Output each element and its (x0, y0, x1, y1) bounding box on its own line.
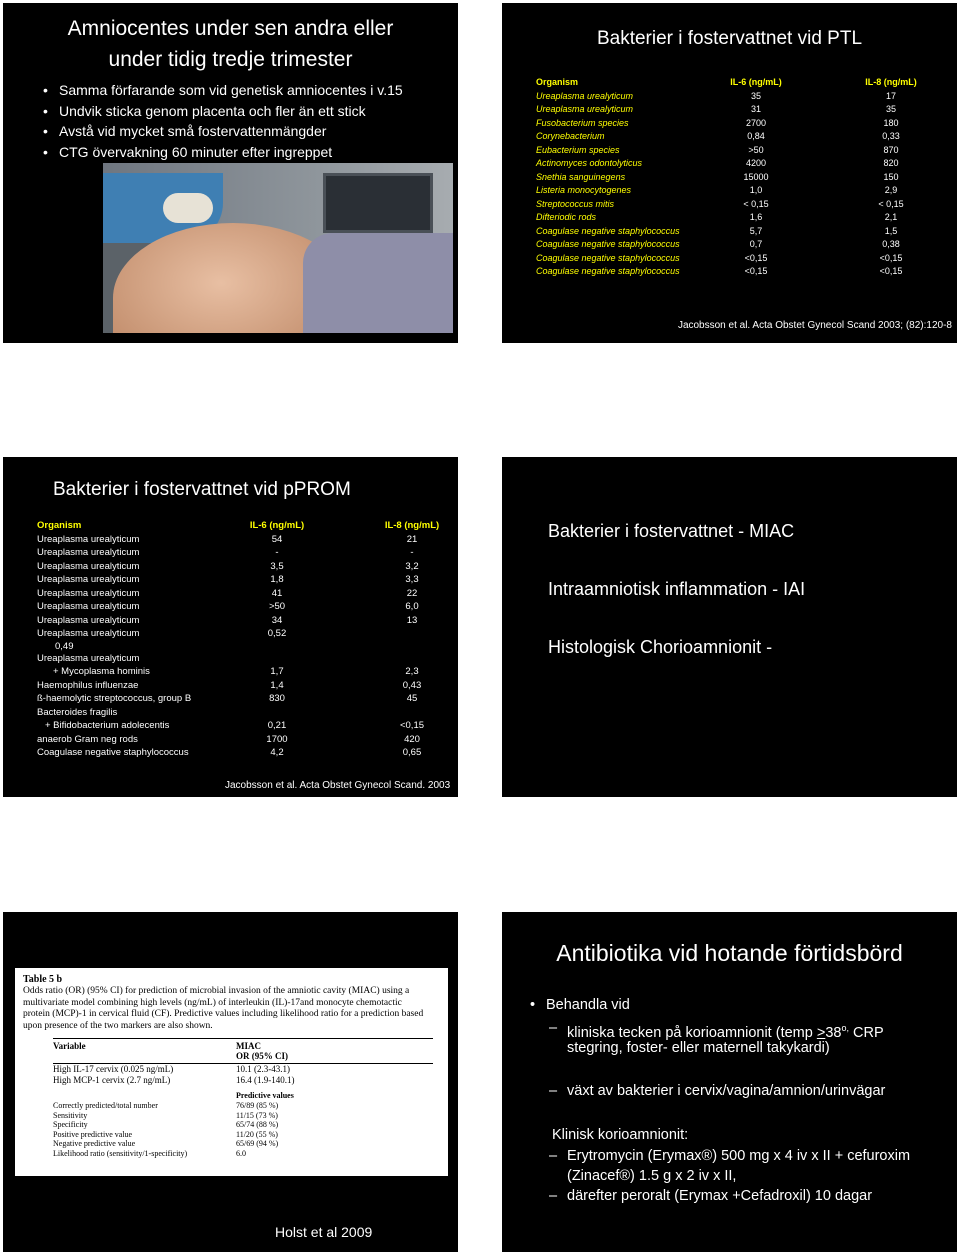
treatment-item: – därefter peroralt (Erymax +Cefadroxil) 10 dagar (567, 1186, 872, 1206)
organism-cell: anaerob Gram neg rods (37, 733, 138, 745)
organism-cell: Difteriodic rods (536, 212, 597, 222)
organism-cell: Eubacterium species (536, 144, 620, 155)
measure-cell: Specificity (53, 1120, 88, 1129)
table-row (37, 614, 453, 628)
table-row: High MCP-1 cervix (2.7 ng/mL) 16.4 (1.9-140.1) (53, 1075, 295, 1085)
definition-chorioamnionitis: Histologisk Chorioamnionit - (548, 637, 773, 657)
bacteria-table (37, 519, 453, 760)
value-cell: 11/20 (55 %) (236, 1129, 278, 1139)
organism-cell: + Mycoplasma hominis (53, 666, 150, 677)
organism-cell: Ureaplasma urealyticum (37, 587, 140, 599)
il8-cell: 820 (883, 158, 899, 168)
organism-cell: Ureaplasma urealyticum (37, 614, 140, 626)
measure-cell: Correctly predicted/total number (53, 1101, 158, 1110)
organism-cell: Streptococcus mitis (536, 198, 615, 209)
il8-cell: 2,1 (884, 212, 898, 222)
table-row (37, 587, 453, 601)
bullet-item: • CTG övervakning 60 minuter efter ingreppet (43, 142, 453, 163)
definition-miac: Bakterier i fostervattnet - MIAC (548, 521, 795, 541)
organism-cell: Coagulase negative staphylococcus (536, 239, 680, 249)
organism-cell: Ureaplasma urealyticum (536, 104, 634, 114)
il6-cell: 3,5 (270, 560, 284, 572)
il6-cell: 41 (271, 587, 283, 599)
treatment-item: – Erytromycin (Erymax®) 500 mg x 4 iv x II + cefuroxim (567, 1146, 910, 1166)
bacteria-table (536, 76, 952, 279)
slide-amniocentes (3, 3, 458, 343)
table-header (536, 76, 952, 90)
value-cell: 76/89 (85 %) (236, 1101, 279, 1110)
citation: Jacobsson et al. Acta Obstet Gynecol Scand. 2003 (225, 780, 451, 791)
predictive-row (53, 1120, 433, 1130)
il8-cell: <0,15 (399, 720, 425, 731)
sub-item-continued: stegring, foster- eller maternell takykardi) (567, 1040, 830, 1056)
table-row (536, 265, 952, 279)
il8-cell: 1,5 (884, 225, 898, 236)
table-row (37, 692, 453, 706)
measure-cell: Sensitivity (53, 1110, 88, 1120)
treatment-item-continued: (Zinacef®) 1.5 g x 2 iv x II, (567, 1168, 737, 1184)
il6-cell: 0,84 (747, 131, 765, 141)
il6-cell: 0,52 (267, 628, 287, 639)
predictive-values-label: Predictive values (236, 1091, 294, 1100)
predictive-table-body (53, 1101, 433, 1158)
measure-cell: Negative predictive value (53, 1139, 136, 1148)
wrapped-il8-value: 0,49 (55, 640, 74, 652)
predictive-row (53, 1111, 433, 1121)
bullet-item: • Avstå vid mycket små fostervattenmängder (43, 121, 453, 142)
table-row (37, 560, 453, 574)
il6-cell: 5,7 (749, 225, 763, 236)
sub-item: – kliniska tecken på korioamnionit (temp $>38^{o,}$ CRP (567, 1018, 884, 1043)
table-row (37, 706, 453, 720)
table-row (536, 238, 952, 252)
slide-ptl-bacteria (502, 3, 957, 343)
col-variable: Variable (53, 1039, 236, 1064)
organism-cell: + Bifidobacterium adolecentis (45, 720, 170, 731)
table-body (37, 533, 453, 760)
slide-title: Bakterier i fostervattnet vid PTL (596, 28, 863, 49)
organism-cell: Coagulase negative staphylococcus (536, 225, 680, 236)
definition-iai: Intraamniotisk inflammation - IAI (548, 579, 806, 599)
organism-cell: Corynebacterium (536, 131, 605, 141)
table-row (536, 198, 952, 212)
il6-cell: 4,2 (270, 747, 284, 758)
organism-cell: Ureaplasma urealyticum (536, 90, 634, 101)
value-cell: 65/74 (88 %) (236, 1120, 279, 1129)
table-row (536, 211, 952, 225)
organism-cell: Ureaplasma urealyticum (37, 533, 140, 545)
organism-cell: Snethia sanguinegens (536, 171, 626, 182)
organism-cell: Coagulase negative staphylococcus (536, 266, 680, 276)
table-row (536, 90, 952, 104)
table-body (536, 90, 952, 279)
table-row (37, 665, 453, 679)
table-row: High IL-17 cervix (0.025 ng/mL) 10.1 (2.3-43.1) (53, 1064, 290, 1074)
il6-cell: <0,15 (744, 252, 768, 263)
table-row (536, 157, 952, 171)
il8-cell: 22 (406, 587, 418, 599)
organism-cell: Bacteroides fragilis (37, 706, 118, 718)
il6-cell: 4200 (745, 158, 767, 168)
il8-cell: 2,9 (884, 185, 898, 195)
il6-cell: 31 (750, 104, 761, 114)
il6-cell: - (275, 547, 279, 558)
il8-cell: 420 (404, 733, 420, 745)
table-row (37, 546, 453, 560)
organism-cell: Ureaplasma urealyticum (37, 560, 140, 572)
organism-cell: Listeria monocytogenes (536, 185, 632, 195)
il8-cell: <0,15 (879, 252, 903, 263)
il6-cell: < 0,15 (743, 198, 769, 209)
il8-cell: < 0,15 (878, 198, 904, 209)
il6-cell: 1,4 (270, 679, 284, 691)
organism-cell: ß-haemolytic streptococcus, group B (37, 693, 192, 704)
measure-cell: Likelihood ratio (sensitivity/1-specificity) (53, 1148, 188, 1158)
il8-cell: 13 (406, 614, 418, 626)
il8-cell: 870 (883, 144, 899, 155)
slide-study-table (3, 912, 458, 1252)
il8-cell: 3,3 (405, 574, 419, 585)
value-cell: 65/69 (94 %) (236, 1139, 279, 1148)
ultrasound-monitor (323, 173, 433, 233)
measure-cell: Positive predictive value (53, 1129, 133, 1139)
bullet-list (43, 80, 453, 162)
table-row (536, 252, 952, 266)
clinical-heading: Klinisk korioamnionit: (552, 1127, 689, 1143)
table-row (536, 103, 952, 117)
table-row (37, 733, 453, 747)
table-row (536, 171, 952, 185)
predictive-row (53, 1139, 433, 1149)
il8-cell: 0,38 (882, 239, 900, 249)
header-organism: Organism (536, 77, 579, 87)
odds-ratio-table (53, 1038, 433, 1158)
il6-cell: 0,7 (749, 239, 763, 249)
wrapped-value (37, 641, 453, 652)
bullet-item: • Undvik sticka genom placenta och fler än ett stick (43, 101, 453, 122)
slide-pprom-bacteria (3, 457, 458, 797)
table-row (536, 225, 952, 239)
table-row (37, 679, 453, 693)
il8-cell: 150 (883, 171, 899, 182)
il8-cell: 17 (885, 90, 896, 101)
citation: Holst et al 2009 (275, 1224, 373, 1240)
predictive-row (53, 1101, 433, 1111)
organism-cell: Ureaplasma urealyticum (37, 574, 140, 585)
il6-cell: 1,6 (749, 212, 763, 222)
header-organism: Organism (37, 520, 82, 531)
organism-cell: Ureaplasma urealyticum (37, 652, 140, 664)
table-row (37, 719, 453, 733)
table-caption: Odds ratio (OR) (95% CI) for prediction of microbial invasion of the amniotic cavity (MIAC) using a multivariate model combining high levels (ng/mL) of interleukin (IL)-17and monocyte chemotactic protein (MCP)-1 in cervical fluid (CF). Predictive values including likelihood ratio for a prediction based upon presence of the two markers are also shown. (23, 986, 424, 1031)
il8-cell: 6,0 (405, 601, 419, 612)
title-line-2: under tidig tredje trimester (108, 48, 353, 71)
il8-cell: 3,2 (405, 560, 419, 572)
table-label: Table 5 b (23, 974, 63, 985)
title-line-1: Amniocentes under sen andra eller (67, 17, 394, 40)
il8-cell: 180 (883, 117, 899, 128)
slide-title: Antibiotika vid hotande förtidsbörd (556, 940, 903, 966)
il6-cell: 1700 (266, 733, 288, 745)
il8-cell: 0,33 (882, 131, 900, 141)
il6-cell: 1,8 (270, 574, 284, 585)
slide-title (3, 13, 458, 75)
il6-cell: >50 (748, 144, 764, 155)
slide-antibiotics (502, 912, 957, 1252)
il8-cell: 35 (885, 104, 896, 114)
organism-cell: Coagulase negative staphylococcus (37, 747, 189, 758)
predictive-row (53, 1149, 433, 1159)
table-row (37, 573, 453, 587)
il6-cell: 2700 (745, 117, 767, 128)
organism-cell: Haemophilus influenzae (37, 679, 139, 691)
table-row (37, 627, 453, 641)
table-row (536, 130, 952, 144)
table-header (37, 519, 453, 533)
slide-definitions (502, 457, 957, 797)
table-row (37, 652, 453, 666)
patient-shirt (303, 233, 453, 333)
header-il8: IL-8 (ng/mL) (865, 77, 917, 87)
header-il8: IL-8 (ng/mL) (384, 520, 440, 531)
col-miac: MIAC OR (95% CI) (236, 1039, 433, 1064)
organism-cell: Ureaplasma urealyticum (37, 547, 140, 558)
il8-cell: 2,3 (405, 666, 419, 677)
gloved-hand (163, 193, 213, 223)
table-row (536, 144, 952, 158)
il6-cell: 34 (271, 614, 283, 626)
value-cell: 11/15 (73 %) (236, 1110, 278, 1120)
il6-cell: 0,21 (267, 720, 287, 731)
organism-cell: Ureaplasma urealyticum (37, 628, 140, 639)
bullet-item: • Behandla vid (546, 995, 630, 1015)
il8-cell: - (410, 547, 414, 558)
organism-cell: Coagulase negative staphylococcus (536, 252, 680, 263)
predictive-row (53, 1130, 433, 1140)
table-row (536, 117, 952, 131)
il6-cell: <0,15 (744, 266, 768, 276)
il6-cell: 1,0 (749, 185, 763, 195)
table-row (37, 533, 453, 547)
bullet-item: • Samma förfarande som vid genetisk amniocentes i v.15 (43, 80, 453, 101)
il6-cell: >50 (268, 601, 286, 612)
table-row (37, 600, 453, 614)
sub-item: – växt av bakterier i cervix/vagina/amnion/urinvägar (567, 1081, 885, 1101)
organism-cell: Fusobacterium species (536, 117, 629, 128)
il6-cell: 35 (750, 90, 761, 101)
il6-cell: 54 (271, 533, 283, 545)
slide-title: Bakterier i fostervattnet vid pPROM (53, 479, 351, 500)
table-row (37, 746, 453, 760)
organism-cell: Actinomyces odontolyticus (536, 158, 643, 168)
procedure-photo (103, 163, 453, 333)
il6-cell: 15000 (743, 171, 769, 182)
citation: Jacobsson et al. Acta Obstet Gynecol Scand 2003; (82):120-8 (677, 320, 952, 331)
table-row (536, 184, 952, 198)
header-il6: IL-6 (ng/mL) (249, 520, 305, 531)
organism-cell: Ureaplasma urealyticum (37, 601, 140, 612)
header-il6: IL-6 (ng/mL) (730, 77, 782, 87)
il6-cell: 830 (269, 693, 285, 704)
il8-cell: 0,43 (402, 679, 422, 691)
value-cell: 6.0 (236, 1148, 246, 1158)
il8-cell: 0,65 (402, 747, 422, 758)
il6-cell: 1,7 (270, 666, 284, 677)
paper-table-image (15, 968, 448, 1176)
il8-cell: 21 (406, 533, 418, 545)
il8-cell: 45 (406, 693, 418, 704)
il8-cell: <0,15 (879, 266, 903, 276)
